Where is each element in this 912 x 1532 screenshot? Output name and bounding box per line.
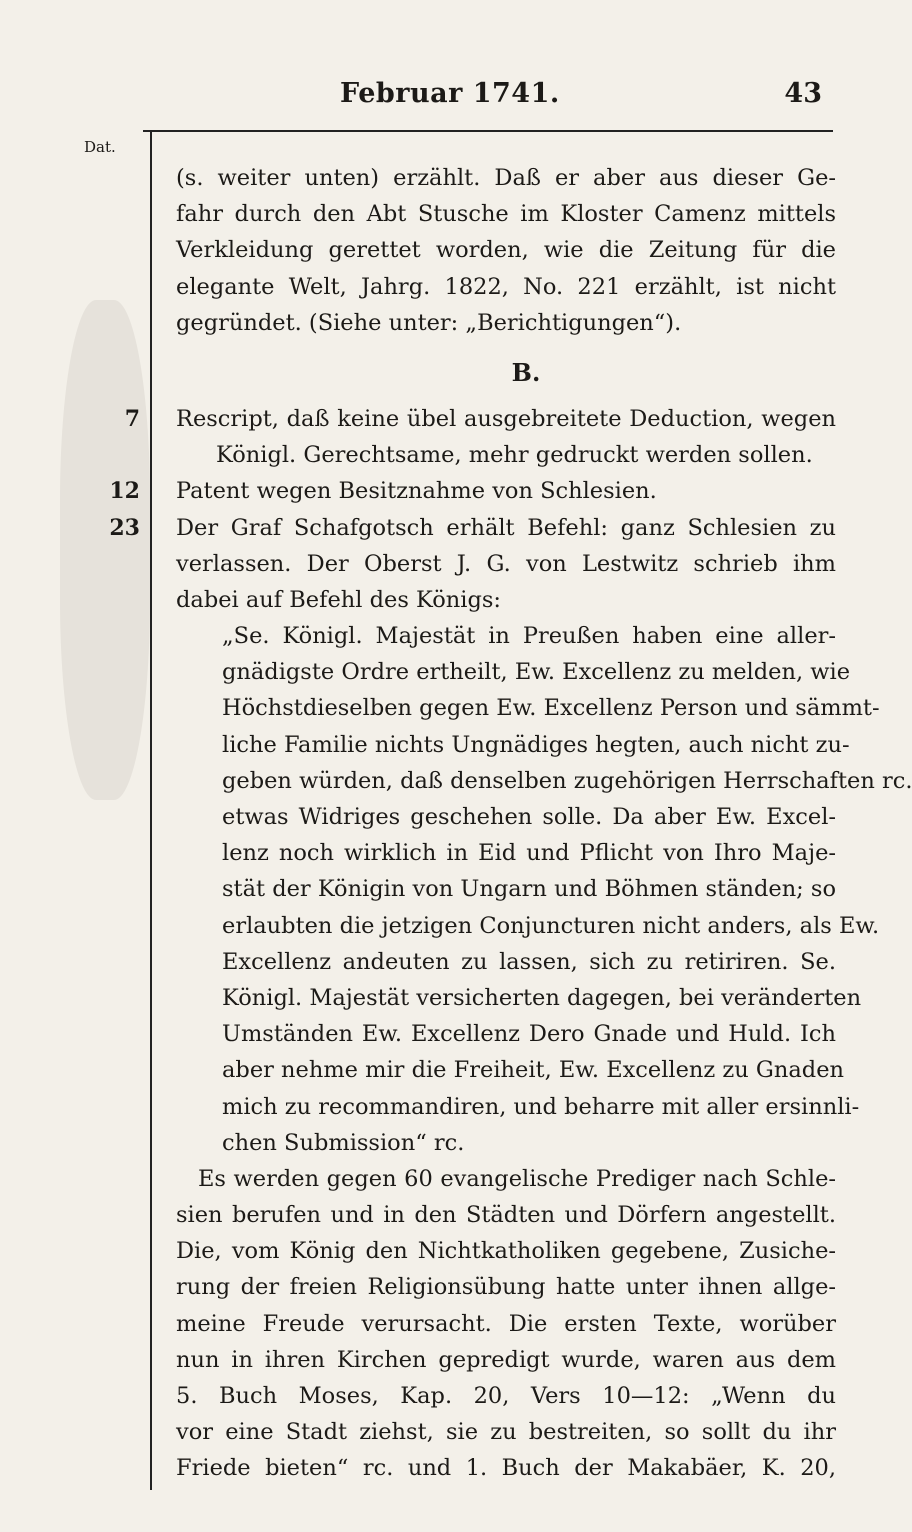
text-line: „Se. Königl. Majestät in Preußen haben eine aller- [222,623,836,650]
text-line: Der Graf Schafgotsch erhält Befehl: ganz Schlesien zu [176,514,836,541]
dated-entry [109,473,836,509]
text-line: liche Familie nichts Ungnädiges hegten, auch nicht zu- [222,731,850,758]
quoted-letter [176,618,912,1161]
bleed-through-shadow [60,300,150,800]
main-text [109,160,912,1487]
text-line: lenz noch wirklich in Eid und Pflicht von Ihro Maje- [222,840,836,867]
text-line: Rescript, daß keine übel ausgebreitete Deduction, wegen [176,405,836,432]
text-line: gegründet. (Siehe unter: „Berichtigungen“). [176,309,682,336]
text-line: Königl. Majestät versicherten dagegen, bei veränderten [222,984,862,1011]
text-line: Königl. Gerechtsame, mehr gedruckt werden sollen. [216,442,813,469]
text-line: Verkleidung gerettet worden, wie die Zeitung für die [176,237,836,264]
text-line: Patent wegen Besitznahme von Schlesien. [176,478,657,505]
text-line: fahr durch den Abt Stusche im Kloster Camenz mittels [176,201,836,228]
date-column-label: Dat. [84,138,116,156]
text-line: Höchstdieselben gegen Ew. Excellenz Person und sämmt- [222,695,880,722]
text-line: (s. weiter unten) erzählt. Daß er aber aus dieser Ge- [176,165,836,191]
continuation-paragraph [176,160,836,341]
header-rule [143,130,833,132]
text-line: Es werden gegen 60 evangelische Prediger nach Schle- [198,1165,836,1192]
section-heading: B. [511,357,541,387]
text-line: sien berufen und in den Städten und Dörfern angestellt. [176,1202,836,1229]
entry-date: 7 [124,405,140,432]
entry-date: 12 [109,478,140,505]
text-line: elegante Welt, Jahrg. 1822, No. 221 erzählt, ist nicht [176,273,836,300]
text-line: vor eine Stadt ziehst, sie zu bestreiten, so sollt du ihr [176,1419,836,1446]
entry-date: 23 [109,514,140,541]
text-line: rung der freien Religionsübung hatte unter ihnen allge- [176,1274,836,1301]
text-line: aber nehme mir die Freiheit, Ew. Excellenz zu Gnaden [222,1057,845,1084]
page-number: 43 [784,78,822,109]
text-line: meine Freude verursacht. Die ersten Texte, worüber [176,1310,836,1337]
text-line: dabei auf Befehl des Königs: [176,586,501,613]
text-line: mich zu recommandiren, und beharre mit aller ersinnli- [222,1093,860,1120]
date-column-rule [150,130,152,1490]
text-line: Friede bieten“ rc. und 1. Buch der Makabäer, K. 20, [176,1455,836,1482]
text-line: verlassen. Der Oberst J. G. von Lestwitz schrieb ihm [176,550,836,577]
text-line: 5. Buch Moses, Kap. 20, Vers 10—12: „Wenn du [176,1383,836,1409]
text-line: geben würden, daß denselben zugehörigen Herrschaften rc. [222,767,912,794]
text-line: Die, vom König den Nichtkatholiken gegebene, Zusiche- [176,1238,836,1265]
text-line: Excellenz andeuten zu lassen, sich zu retiriren. Se. [222,948,836,975]
text-line: stät der Königin von Ungarn und Böhmen ständen; so [222,876,837,903]
page-header [0,78,900,118]
text-line: erlaubten die jetzigen Conjuncturen nicht anders, als Ew. [222,912,880,939]
dated-entry [124,401,836,473]
text-line: nun in ihren Kirchen gepredigt wurde, waren aus dem [176,1346,836,1373]
running-title: Februar 1741. [340,78,560,109]
text-line: etwas Widriges geschehen solle. Da aber Ew. Excel- [222,804,836,830]
text-line: Umständen Ew. Excellenz Dero Gnade und Huld. Ich [222,1021,836,1048]
paragraph [176,1161,836,1487]
text-line: gnädigste Ordre ertheilt, Ew. Excellenz zu melden, wie [222,659,851,686]
text-line: chen Submission“ rc. [222,1129,465,1156]
dated-entry [109,510,836,619]
